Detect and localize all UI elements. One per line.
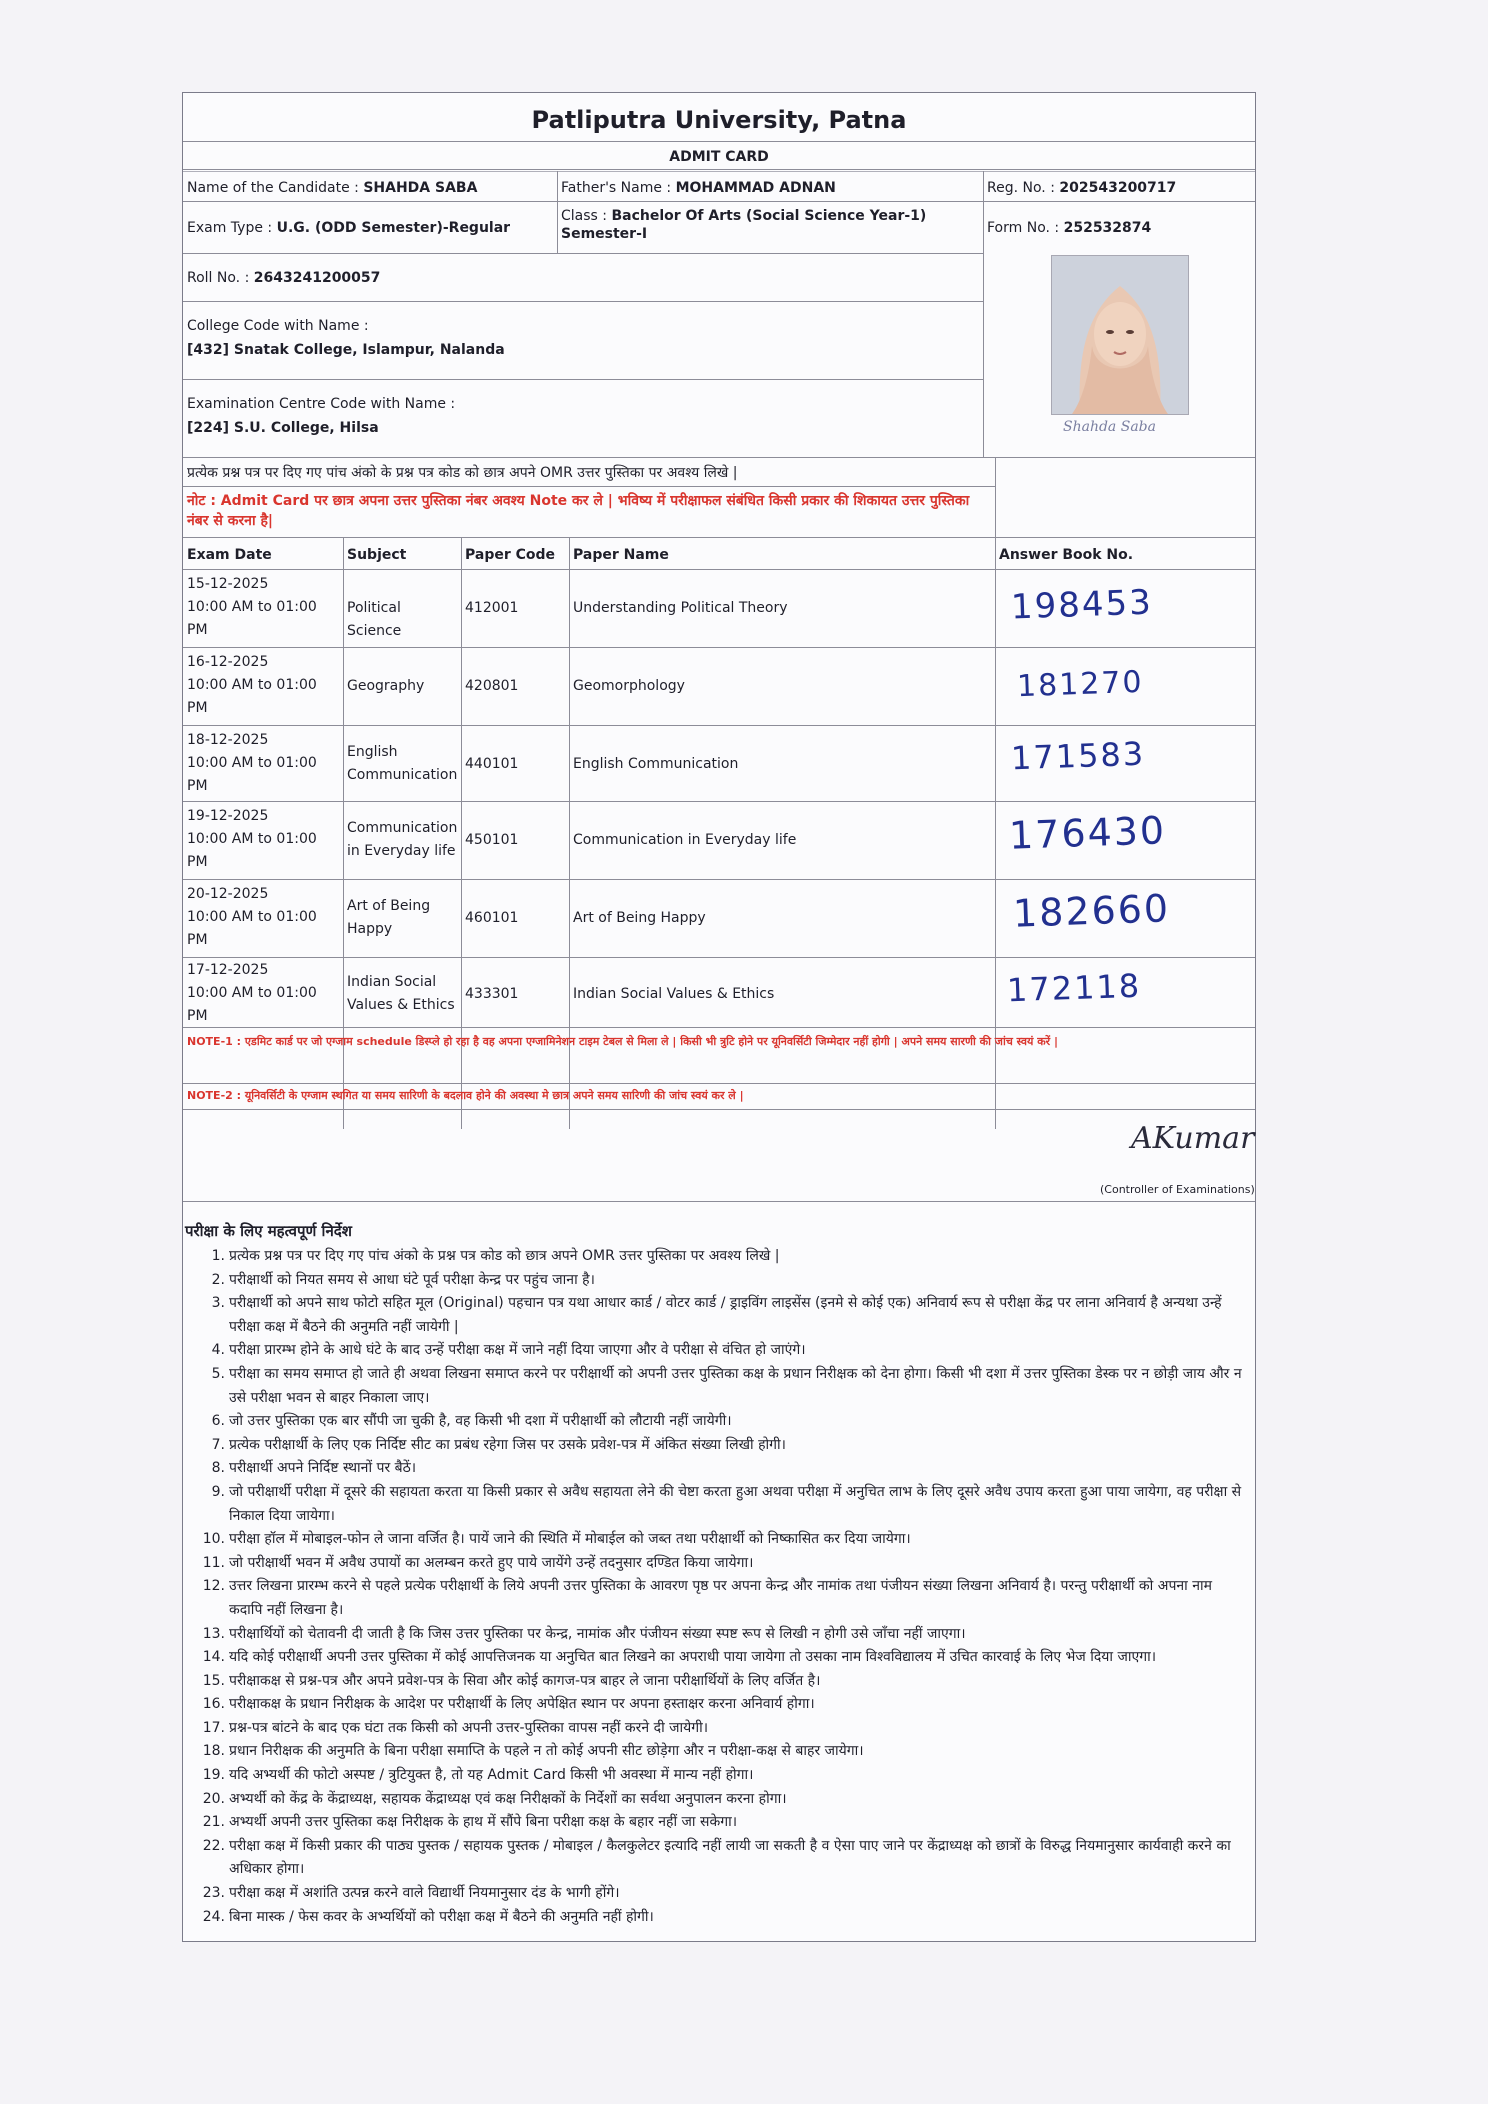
instructions-list: [185, 1245, 1247, 1929]
list-item: 6. जो उत्तर पुस्तिका एक बार सौंपी जा चुकी है, वह किसी भी दशा में परीक्षार्थी को लौटायी नहीं जायेगी।: [211, 1413, 732, 1430]
form-no: 252532874: [1063, 220, 1152, 236]
answer-book-note: नोट : Admit Card पर छात्र अपना उत्तर पुस्तिका नंबर अवश्य Note कर ले | भविष्य में परीक्षाफल संबंधित किसी प्रकार की शिकायत उत्तर पुस्तिका नंबर से करना है|: [187, 493, 970, 529]
list-item: 14. यदि कोई परीक्षार्थी अपनी उत्तर पुस्तिका में कोई आपत्तिजनक या अनुचित बात लिखने का अपराधी पाया जायेगा तो उसका नाम विश्वविद्यालय में उचित कारवाई के लिए भेज दिया जाएगा।: [202, 1649, 1157, 1666]
candidate-photo: [1051, 255, 1189, 415]
note-2: NOTE-2 : यूनिवर्सिटी के एग्जाम स्थगित या समय सारिणी के बदलाव होने की अवस्था मे छात्र अपने समय सारिणी की जांच स्वयं कर ले |: [187, 1089, 744, 1102]
divider: [183, 171, 1255, 172]
form-no-cell: [987, 219, 1151, 237]
list-item: 18. प्रधान निरीक्षक की अनुमति के बिना परीक्षा समाप्ति के पहले न तो कोई अपनी सीट छोड़ेगा और न परीक्षा-कक्ष से बाहर जायेगा।: [202, 1743, 864, 1760]
list-item: 8. परीक्षार्थी अपने निर्दिष्ट स्थानों पर बैठें।: [211, 1460, 417, 1477]
table-row-subject: Indian Social Values & Ethics: [347, 974, 455, 1013]
table-row-paper: Geomorphology: [573, 678, 685, 694]
list-item: 16. परीक्षाकक्ष के प्रधान निरीक्षक के आदेश पर परीक्षार्थी के लिए अपेक्षित स्थान पर अपना हस्ताक्षर करना अनिवार्य होगा।: [202, 1696, 815, 1713]
table-row-paper: Communication in Everyday life: [573, 832, 797, 848]
header-exam-date: Exam Date: [187, 547, 272, 563]
table-row-paper: Indian Social Values & Ethics: [573, 986, 775, 1002]
list-item: 10. परीक्षा हॉल में मोबाइल-फोन ले जाना वर्जित है। पायें जाने की स्थिति में मोबाईल को जब्त तथा परीक्षार्थी को निष्कासित कर दिया जायेगा।: [202, 1531, 911, 1548]
list-item: 17. प्रश्न-पत्र बांटने के बाद एक घंटा तक किसी को अपनी उत्तर-पुस्तिका वापस नहीं करने दी जायेगी।: [202, 1719, 709, 1736]
list-item: 7. प्रत्येक परीक्षार्थी के लिए एक निर्दिष्ट सीट का प्रबंध रहेगा जिस पर उसके प्रवेश-पत्र में अंकित संख्या लिखी होगी।: [211, 1436, 786, 1453]
table-row-code: 450101: [465, 832, 519, 848]
answer-book-number: 181270: [1016, 664, 1145, 705]
divider: [183, 379, 983, 380]
list-item: 1. प्रत्येक प्रश्न पत्र पर दिए गए पांच अंको के प्रश्न पत्र कोड को छात्र अपने OMR उत्तर पुस्तिका पर अवश्य लिखे |: [211, 1248, 780, 1264]
college-label: College Code with Name :: [187, 318, 369, 334]
university-title: Patliputra University, Patna: [531, 106, 907, 134]
candidate-name-label: Name of the Candidate :: [187, 180, 359, 196]
candidate-name: SHAHDA SABA: [363, 180, 478, 196]
table-row-paper: English Communication: [573, 756, 739, 772]
admit-card-title: ADMIT CARD: [669, 149, 769, 165]
header-paper-name: Paper Name: [573, 547, 669, 563]
list-item: 21. अभ्यर्थी अपनी उत्तर पुस्तिका कक्ष निरीक्षक के हाथ में सौंपे बिना परीक्षा कक्ष के बहार नहीं जा सकेगा।: [202, 1814, 738, 1831]
college-name: [432] Snatak College, Islampur, Nalanda: [187, 342, 505, 358]
controller-label: (Controller of Examinations): [1100, 1183, 1255, 1196]
list-item: 4. परीक्षा प्रारम्भ होने के आधे घंटे के बाद उन्हें परीक्षा कक्ष में जाने नहीं दिया जाएगा और वे परीक्षा से वंचित हो जाएंगे।: [211, 1342, 806, 1359]
controller-signature: AKumar: [1131, 1121, 1255, 1156]
table-row-date: 15-12-2025 10:00 AM to 01:00 PM: [187, 576, 317, 638]
table-row-date: 17-12-2025 10:00 AM to 01:00 PM: [187, 962, 317, 1024]
class-value: Bachelor Of Arts (Social Science Year-1) Semester-I: [561, 208, 927, 242]
list-item: 3. परीक्षार्थी को अपने साथ फोटो सहित मूल (Original) पहचान पत्र यथा आधार कार्ड / वोटर कार्ड / ड्राइविंग लाइसेंस (इनमे से कोई एक) अनिवार्य रूप से परीक्षा केंद्र पर लाना अनिवार्य है अन्यथा उन्हें परीक्षा कक्ष में बैठने की अनुमति नहीं जायेगी |: [211, 1295, 1222, 1335]
table-row-paper: Understanding Political Theory: [573, 600, 788, 616]
table-row-subject: Political Science: [347, 600, 402, 639]
answer-book-number: 176430: [1008, 808, 1167, 858]
divider: [557, 171, 558, 253]
list-item: 2. परीक्षार्थी को नियत समय से आधा घंटे पूर्व परीक्षा केन्द्र पर पहुंच जाना है।: [211, 1271, 595, 1288]
form-no-label: Form No. :: [987, 220, 1060, 236]
table-row-subject: Communication in Everyday life: [347, 820, 458, 859]
table-row-code: 412001: [465, 600, 519, 616]
reg-no-label: Reg. No. :: [987, 180, 1055, 196]
table-row-subject: Art of Being Happy: [347, 898, 431, 937]
answer-book-number: 172118: [1006, 966, 1142, 1010]
header-answer-book: Answer Book No.: [999, 547, 1134, 563]
father-name-cell: [561, 179, 836, 197]
father-name: MOHAMMAD ADNAN: [675, 180, 836, 196]
exam-type-label: Exam Type :: [187, 220, 273, 236]
table-row-code: 440101: [465, 756, 519, 772]
reg-no-cell: [987, 179, 1176, 197]
divider: [183, 201, 1255, 202]
table-row-subject: English Communication: [347, 744, 458, 783]
omr-instruction: प्रत्येक प्रश्न पत्र पर दिए गए पांच अंको के प्रश्न पत्र कोड को छात्र अपने OMR उत्तर पुस्तिका पर अवश्य लिखे |: [187, 465, 738, 481]
instructions-title: परीक्षा के लिए महत्वपूर्ण निर्देश: [185, 1222, 352, 1240]
divider: [183, 957, 1255, 958]
reg-no: 202543200717: [1059, 180, 1177, 196]
father-name-label: Father's Name :: [561, 180, 672, 196]
divider: [183, 301, 983, 302]
divider: [183, 1109, 1255, 1110]
list-item: 19. यदि अभ्यर्थी की फोटो अस्पष्ट / त्रुटियुक्त है, तो यह Admit Card किसी भी अवस्था में मान्य नहीं होगा।: [202, 1767, 754, 1784]
list-item: 20. अभ्यर्थी को केंद्र के केंद्राध्यक्ष, सहायक केंद्राध्यक्ष एवं कक्ष निरीक्षकों के निर्देशों का सर्वथा अनुपालन करना होगा।: [202, 1790, 787, 1807]
list-item: 13. परीक्षार्थियों को चेतावनी दी जाती है कि जिस उत्तर पुस्तिका पर केन्द्र, नामांक और पंजीयन संख्या स्पष्ट रूप से लिखी न होगी उसे जाँचा नहीं जाएगा।: [202, 1625, 966, 1642]
answer-book-number: 198453: [1010, 582, 1154, 628]
divider: [183, 457, 1255, 458]
table-row-code: 460101: [465, 910, 519, 926]
table-row-date: 18-12-2025 10:00 AM to 01:00 PM: [187, 732, 317, 794]
divider: [995, 457, 996, 537]
centre-cell: [187, 395, 455, 437]
admit-card-sheet: [182, 92, 1256, 1942]
divider: [183, 879, 1255, 880]
exam-type-cell: [187, 219, 510, 237]
roll-no: 2643241200057: [253, 270, 381, 286]
divider: [183, 253, 983, 254]
divider: [183, 1201, 1255, 1202]
table-row-code: 433301: [465, 986, 519, 1002]
answer-book-number: 182660: [1012, 886, 1171, 936]
header-paper-code: Paper Code: [465, 547, 556, 563]
table-row-date: 20-12-2025 10:00 AM to 01:00 PM: [187, 886, 317, 948]
table-row-date: 19-12-2025 10:00 AM to 01:00 PM: [187, 808, 317, 870]
list-item: 15. परीक्षाकक्ष से प्रश्न-पत्र और अपने प्रवेश-पत्र के सिवा और कोई कागज-पत्र बाहर ले जाना परीक्षार्थियों के लिए वर्जित है।: [202, 1672, 821, 1689]
table-row-code: 420801: [465, 678, 519, 694]
table-row-paper: Art of Being Happy: [573, 910, 706, 926]
list-item: 24. बिना मास्क / फेस कवर के अभ्यर्थियों को परीक्षा कक्ष में बैठने की अनुमति नहीं होगी।: [202, 1908, 654, 1925]
list-item: 11. जो परीक्षार्थी भवन में अवैध उपायों का अलम्बन करते हुए पाये जायेंगे उन्हें तदनुसार दण्डित किया जायेगा।: [202, 1554, 754, 1571]
divider: [183, 169, 1255, 170]
candidate-name-cell: [187, 179, 477, 197]
answer-book-number: 171583: [1010, 734, 1146, 778]
centre-label: Examination Centre Code with Name :: [187, 396, 456, 412]
class-cell: [561, 207, 979, 243]
table-row-subject: Geography: [347, 678, 425, 694]
centre-name: [224] S.U. College, Hilsa: [187, 420, 379, 436]
list-item: 9. जो परीक्षार्थी परीक्षा में दूसरे की सहायता करता या किसी प्रकार से अवैध सहायता लेने की चेष्टा करता हुआ अथवा परीक्षा में अनुचित लाभ के लिए दूसरे अवैध उपाय करता हुआ पाया जायेगा, वह परीक्षा से निकाल दिया जायेगा।: [211, 1483, 1242, 1524]
college-cell: [187, 317, 505, 359]
divider: [983, 171, 984, 457]
candidate-photo-image: [1052, 256, 1188, 414]
divider: [183, 486, 995, 487]
header-subject: Subject: [347, 547, 407, 563]
class-label: Class :: [561, 208, 607, 224]
divider: [183, 1027, 1255, 1028]
candidate-signature: Shahda Saba: [1063, 419, 1156, 435]
list-item: 5. परीक्षा का समय समाप्त हो जाते ही अथवा लिखना समाप्त करने पर परीक्षार्थी को अपनी उत्तर पुस्तिका कक्ष के प्रधान निरीक्षक को देना होगा। किसी भी दशा में उत्तर पुस्तिका डेस्क पर न छोड़ी जाय और न उसे परीक्षा भवन से बाहर निकाला जाए।: [211, 1365, 1242, 1406]
exam-type: U.G. (ODD Semester)-Regular: [276, 220, 511, 236]
divider: [183, 141, 1255, 142]
divider: [183, 1083, 1255, 1084]
divider: [183, 725, 1255, 726]
divider: [183, 801, 1255, 802]
divider: [183, 647, 1255, 648]
list-item: 22. परीक्षा कक्ष में किसी प्रकार की पाठ्य पुस्तक / सहायक पुस्तक / मोबाइल / कैलकुलेटर इत्यादि नहीं लायी जा सकती है व ऐसा पाए जाने पर केंद्राध्यक्ष को छात्रों के विरुद्ध नियमानुसार कार्यवाही करने का अधिकार होगा।: [202, 1837, 1231, 1878]
list-item: 12. उत्तर लिखना प्रारम्भ करने से पहले प्रत्येक परीक्षार्थी के लिये अपनी उत्तर पुस्तिका के आवरण पृष्ठ पर अपना केन्द्र और नामांक तथा पंजीयन संख्या लिखना अनिवार्य है। परन्तु परीक्षार्थी को अपना नाम कदापि नहीं लिखना है।: [202, 1578, 1213, 1618]
roll-no-label: Roll No. :: [187, 270, 250, 286]
note-1: NOTE-1 : एडमिट कार्ड पर जो एग्जाम schedule डिस्प्ले हो रहा है वह अपना एग्जामिनेशन टाइम टेबल से मिला ले | किसी भी त्रुटि होने पर यूनिवर्सिटी जिम्मेदार नहीं होगी | अपने समय सारणी की जांच स्वयं करें |: [187, 1035, 1059, 1048]
list-item: 23. परीक्षा कक्ष में अशांति उत्पन्न करने वाले विद्यार्थी नियमानुसार दंड के भागी होंगे।: [202, 1885, 620, 1902]
roll-no-cell: [187, 269, 380, 287]
table-row-date: 16-12-2025 10:00 AM to 01:00 PM: [187, 654, 317, 716]
